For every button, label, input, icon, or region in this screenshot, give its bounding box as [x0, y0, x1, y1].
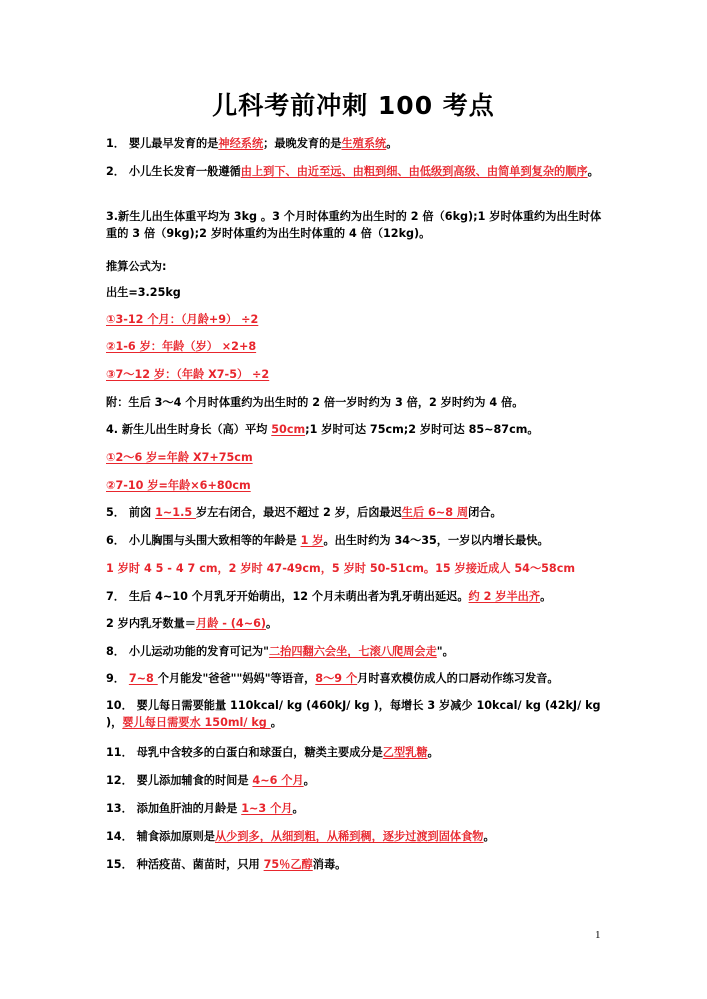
teeth-formula: [106, 615, 606, 632]
text-segment: 。: [386, 137, 398, 150]
text-segment: 2 岁内乳牙数量＝: [106, 617, 196, 630]
highlight-segment: 7~8: [128, 672, 158, 685]
point-13: [106, 800, 606, 817]
highlight-segment: ①3-12 个月：（月龄+9） ÷2: [106, 313, 259, 326]
text-segment: 12． 婴儿添加辅食的时间是: [106, 774, 253, 787]
text-segment: 附：生后 3～4 个月时体重约为出生时的 2 倍一岁时约为 3 倍，2 岁时约为 4 倍。: [106, 396, 524, 409]
text-segment: 9．: [106, 672, 129, 685]
text-segment: 8． 小儿运动功能的发育可记为": [106, 645, 269, 658]
point-12: [106, 772, 606, 789]
text-segment: 。: [265, 617, 278, 630]
point-9: [106, 670, 606, 687]
text-segment: 2． 小儿生长发育一般遵循: [106, 165, 241, 178]
text-segment: 7． 生后 4~10 个月乳牙开始萌出，12 个月未萌出者为乳牙萌出延迟。: [106, 590, 469, 603]
text-segment: 出生=3.25kg: [106, 286, 181, 299]
highlight-segment: 75％乙醇: [263, 858, 313, 871]
chest-circumference-note: [106, 560, 606, 577]
height-formula-2: [106, 477, 606, 494]
text-segment: 。: [292, 802, 304, 815]
text-segment: 。出生时约为 34～35，一岁以内增长最快。: [323, 534, 549, 547]
formula-2: [106, 338, 606, 355]
formula-1: [106, 311, 606, 328]
text-segment: 1． 婴儿最早发育的是: [106, 137, 219, 150]
text-segment: 。: [483, 830, 495, 843]
point-5: [106, 504, 606, 521]
point-2: [106, 163, 606, 180]
point-6: [106, 532, 606, 549]
text-segment: 。: [270, 716, 282, 729]
height-formula-1: [106, 449, 606, 466]
text-segment: ；最晚发育的是: [263, 137, 342, 150]
point-8: [106, 643, 606, 660]
birth-weight: [106, 284, 606, 301]
point-10: [106, 697, 606, 731]
highlight-segment: 乙型乳糖: [382, 746, 428, 759]
highlight-segment: 1~1.5: [155, 506, 197, 519]
highlight-segment: 由上到下、由近至远、由粗到细、由低级到高级、由简单到复杂的顺序: [240, 165, 588, 178]
text-segment: 6． 小儿胸围与头围大致相等的年龄是: [106, 534, 301, 547]
text-segment: 闭合。: [468, 506, 502, 519]
highlight-segment: 1~3 个月: [241, 802, 293, 815]
highlight-segment: 50cm: [271, 423, 306, 436]
highlight-segment: 二抬四翻六会坐，七滚八爬周会走: [268, 645, 437, 658]
point-3: [106, 208, 606, 242]
highlight-segment: 1 岁: [300, 534, 324, 547]
page-number: 1: [595, 929, 601, 941]
point-11: [106, 744, 606, 761]
text-segment: 14． 辅食添加原则是: [106, 830, 215, 843]
text-segment: 个月能发"爸爸""妈妈"等语音，: [157, 672, 316, 685]
point-7: [106, 588, 606, 605]
point-14: [106, 828, 606, 845]
text-segment: 。: [427, 746, 439, 759]
text-segment: 推算公式为:: [106, 260, 167, 273]
text-segment: 13． 添加鱼肝油的月龄是: [106, 802, 242, 815]
highlight-segment: ②1-6 岁：年龄（岁） ×2+8: [106, 340, 257, 353]
text-segment: 岁左右闭合，最迟不超过 2 岁，后囟最迟: [196, 506, 402, 519]
highlight-segment: 婴儿每日需要水 150ml/ kg: [122, 716, 271, 729]
highlight-segment: 生殖系统: [341, 137, 387, 150]
text-segment: 5． 前囟: [106, 506, 156, 519]
text-segment: 10． 婴儿每日需要能量 110kcal/ kg (460kJ/ kg )，每增长 3 岁减少 10kcal/ kg (42kJ/ kg )，: [106, 699, 601, 729]
text-segment: 消毒。: [312, 858, 347, 871]
highlight-segment: 神经系统: [218, 137, 264, 150]
text-segment: 。: [303, 774, 315, 787]
highlight-segment: ③7～12 岁：（年龄 X7-5） ÷2: [106, 368, 270, 381]
text-segment: 。: [587, 165, 599, 178]
text-segment: 11． 母乳中含较多的白蛋白和球蛋白，糖类主要成分是: [106, 746, 383, 759]
text-segment: ;1 岁时可达 75cm;2 岁时可达 85~87cm。: [305, 423, 539, 436]
text-segment: 15． 种活疫苗、菌苗时，只用: [106, 858, 264, 871]
highlight-segment: ②7-10 岁=年龄×6+80cm: [106, 479, 251, 492]
highlight-segment: 约 2 岁半出齐: [468, 590, 541, 603]
point-1: [106, 135, 606, 152]
appendix-note: [106, 394, 606, 411]
text-segment: 月时喜欢模仿成人的口唇动作练习发音。: [357, 672, 559, 685]
highlight-segment: 4~6 个月: [252, 774, 304, 787]
highlight-segment: ①2～6 岁=年龄 X7+75cm: [106, 451, 253, 464]
highlight-segment: 从少到多，从细到粗，从稀到稠，逐步过渡到固体食物: [214, 830, 484, 843]
point-15: [106, 856, 606, 873]
document-title: 儿科考前冲刺 100 考点: [212, 91, 495, 120]
highlight-segment: 1 岁时 4 5 - 4 7 cm，2 岁时 47-49cm，5 岁时 50-51cm。15 岁接近成人 54～58cm: [106, 562, 576, 575]
text-segment: 。: [540, 590, 552, 603]
text-segment: 3.新生儿出生体重平均为 3kg 。3 个月时体重约为出生时的 2 倍（6kg);1 岁时体重约为出生时体重的 3 倍（9kg);2 岁时体重约为出生时体重的 4 倍（12kg)。: [106, 210, 602, 240]
text-segment: 4. 新生儿出生时身长（高）平均: [106, 423, 272, 436]
point-4: [106, 421, 606, 438]
highlight-segment: 月龄 - (4~6): [196, 617, 266, 630]
formula-heading: [106, 258, 606, 275]
highlight-segment: 生后 6~8 周: [401, 506, 469, 519]
highlight-segment: 8～9 个: [315, 672, 358, 685]
text-segment: "。: [436, 645, 454, 658]
formula-3: [106, 366, 606, 383]
